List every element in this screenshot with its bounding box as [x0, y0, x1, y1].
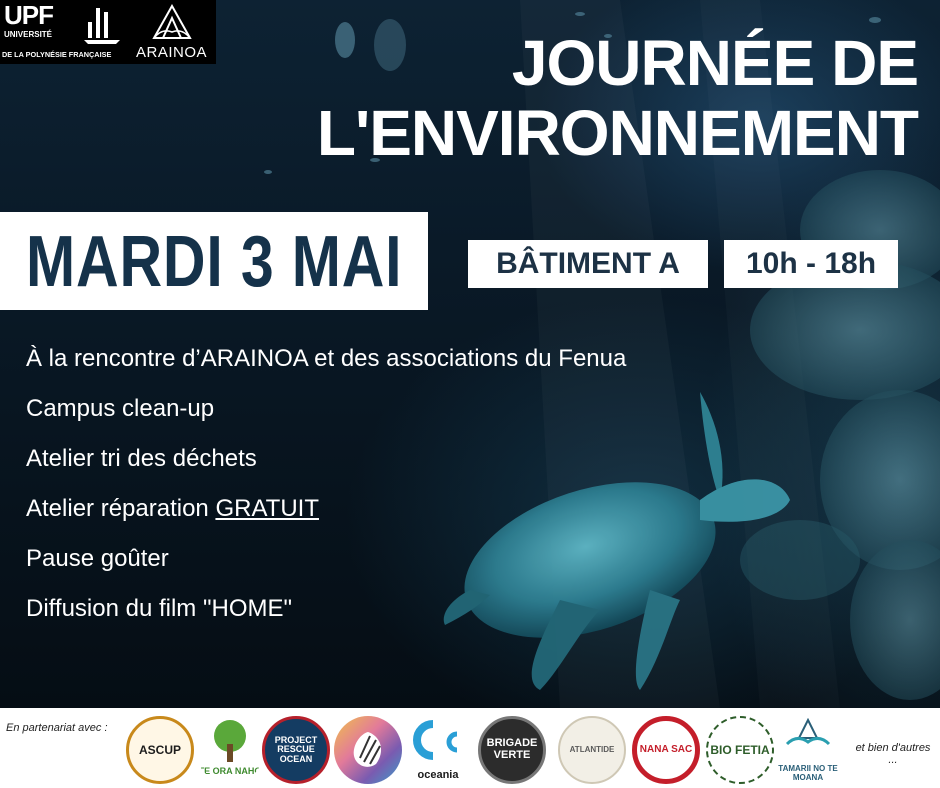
upf-emblem-icon — [78, 2, 126, 46]
program-item-label: Atelier réparation — [26, 495, 209, 522]
arainoa-logo-text: ARAINOA — [136, 44, 208, 61]
event-title-line1: JOURNÉE DE — [511, 27, 918, 99]
program-item: Diffusion du film "HOME" — [26, 595, 293, 622]
program-list — [26, 334, 626, 634]
program-item: Atelier tri des déchets — [26, 445, 257, 472]
seashell-icon — [346, 728, 390, 772]
partner-logos-header — [0, 0, 216, 64]
event-date: MARDI 3 MAI — [26, 222, 403, 302]
partner-logo-project-rescue-ocean: PROJECT RESCUE OCEAN — [262, 716, 330, 784]
program-item: Pause goûter — [26, 545, 169, 572]
upf-subtitle: DE LA POLYNÉSIE FRANÇAISE — [2, 50, 112, 59]
hours-badge: 10h - 18h — [724, 240, 898, 288]
date-banner — [0, 212, 428, 310]
partner-logo-atlantide: ATLANTIDE — [558, 716, 626, 784]
partner-logo-te-ora-naho: TE ORA NAHO — [196, 716, 264, 784]
event-title-line2: L'ENVIRONNEMENT — [316, 97, 918, 169]
upf-university-label: UNIVERSITÉ — [4, 30, 53, 39]
partner-logo-oceania: oceania — [404, 716, 472, 784]
event-title — [317, 28, 918, 168]
free-highlight: GRATUIT — [215, 495, 319, 522]
wave-icon — [783, 718, 833, 754]
partners-footer — [0, 708, 940, 788]
more-partners-label: et bien d'autres ... — [855, 742, 931, 766]
partner-logo-nana-sac: NANA SAC — [632, 716, 700, 784]
program-item: À la rencontre d’ARAINOA et des associations du Fenua — [26, 345, 627, 372]
partners-label: En partenariat avec : — [6, 722, 108, 734]
program-item — [26, 484, 626, 534]
partner-logo-tamarii: TAMARII NO TE MOANA — [774, 716, 842, 784]
partner-logo-shell — [334, 716, 402, 784]
partner-logo-bio-fetia: BIO FETIA — [706, 716, 774, 784]
location-badge: BÂTIMENT A — [468, 240, 708, 288]
upf-logo: UPF — [4, 0, 53, 30]
arainoa-logo-icon — [152, 4, 192, 42]
oceania-mark-icon — [413, 720, 463, 760]
program-item: Campus clean-up — [26, 395, 215, 422]
partner-logo-ascup: ASCUP — [126, 716, 194, 784]
partner-logo-brigade-verte: BRIGADE VERTE — [478, 716, 546, 784]
